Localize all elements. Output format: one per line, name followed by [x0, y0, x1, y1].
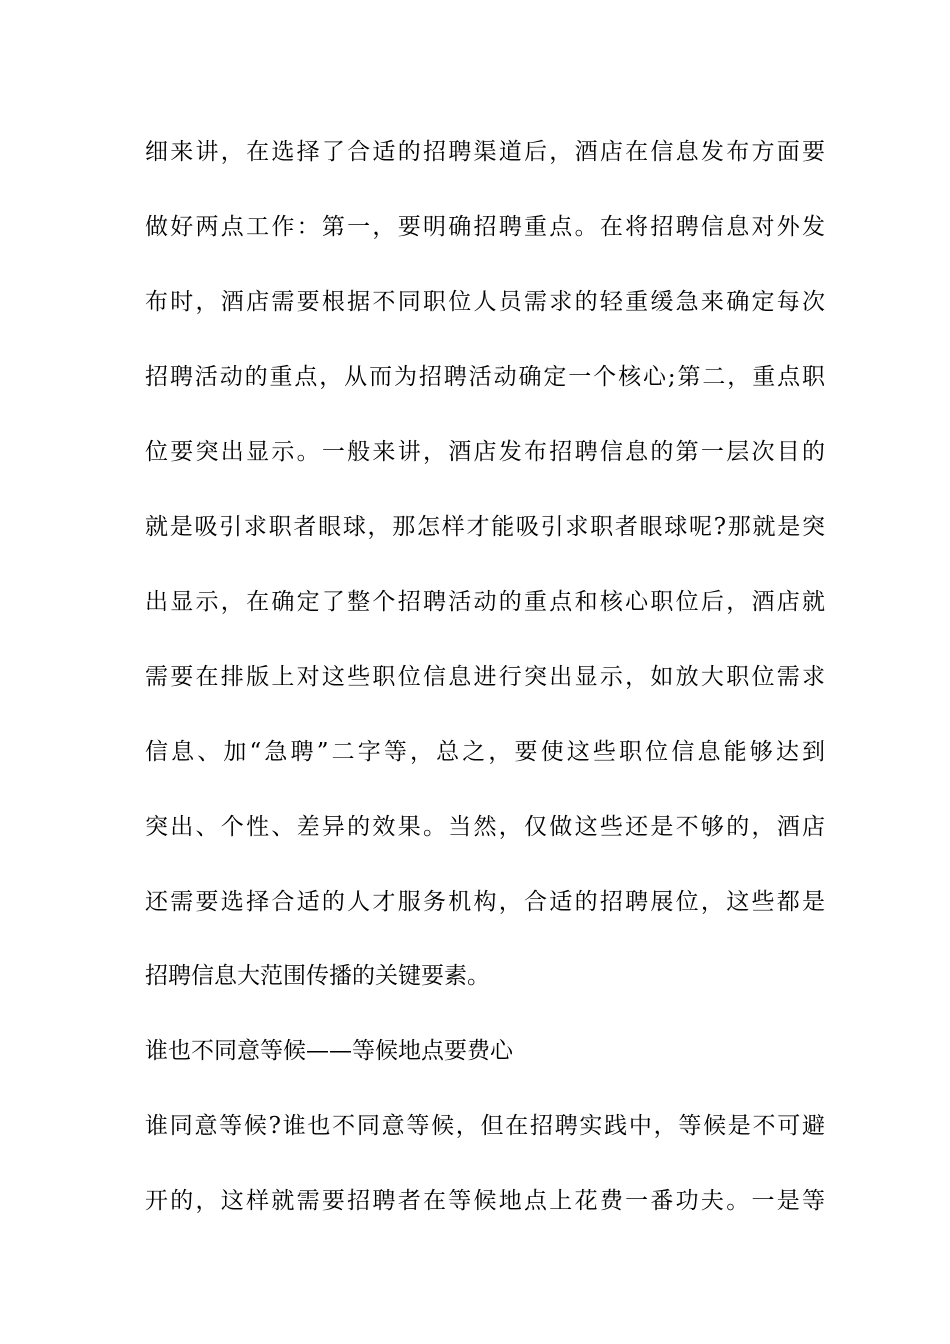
paragraph-line: 招聘活动的重点，从而为招聘活动确定一个核心;第二，重点职 [145, 364, 825, 390]
paragraph-line: 需要在排版上对这些职位信息进行突出显示，如放大职位需求 [145, 664, 825, 690]
paragraph-line: 位要突出显示。一般来讲，酒店发布招聘信息的第一层次目的 [145, 439, 825, 465]
paragraph-line: 细来讲，在选择了合适的招聘渠道后，酒店在信息发布方面要 [145, 139, 825, 165]
paragraph-line: 还需要选择合适的人才服务机构，合适的招聘展位，这些都是 [145, 889, 825, 915]
paragraph-line: 做好两点工作：第一，要明确招聘重点。在将招聘信息对外发 [145, 214, 825, 240]
paragraph-line: 信息、加“急聘”二字等，总之，要使这些职位信息能够达到 [145, 739, 825, 765]
paragraph-line: 开的，这样就需要招聘者在等候地点上花费一番功夫。一是等 [145, 1188, 825, 1214]
paragraph-line: 谁同意等候?谁也不同意等候，但在招聘实践中，等候是不可避 [145, 1113, 825, 1139]
section-heading: 谁也不同意等候——等候地点要费心 [145, 1038, 513, 1064]
paragraph-line: 布时，酒店需要根据不同职位人员需求的轻重缓急来确定每次 [145, 289, 825, 315]
paragraph-line: 就是吸引求职者眼球，那怎样才能吸引求职者眼球呢?那就是突 [145, 514, 825, 540]
paragraph-line: 出显示，在确定了整个招聘活动的重点和核心职位后，酒店就 [145, 589, 825, 615]
paragraph-line-last: 招聘信息大范围传播的关键要素。 [145, 963, 490, 989]
paragraph-line: 突出、个性、差异的效果。当然，仅做这些还是不够的，酒店 [145, 814, 825, 840]
